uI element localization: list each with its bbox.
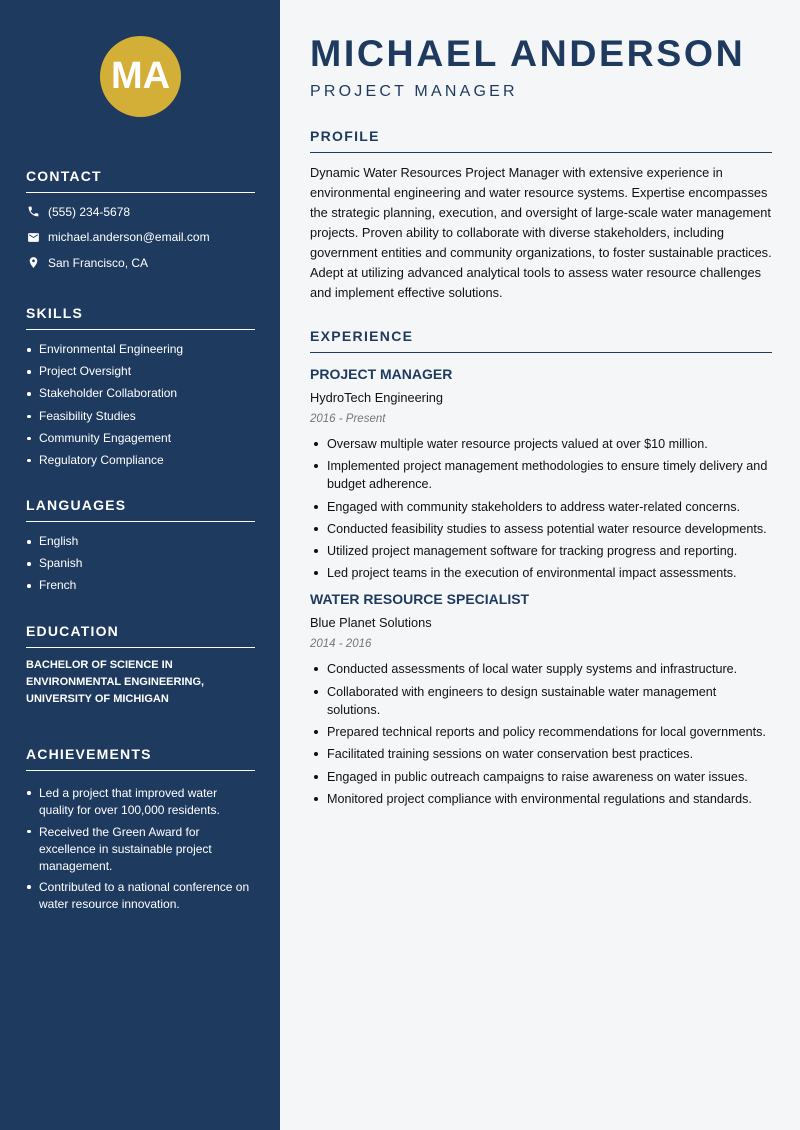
languages-heading: LANGUAGES [26, 497, 255, 522]
education-section [26, 623, 255, 708]
achievements-heading: ACHIEVEMENTS [26, 746, 255, 771]
job-title: PROJECT MANAGER [310, 366, 453, 382]
contact-location [26, 250, 255, 276]
skills-heading: SKILLS [26, 305, 255, 330]
language-item: Spanish [26, 556, 255, 578]
job-bullets [310, 435, 772, 582]
skill-item: Environmental Engineering [26, 342, 255, 364]
job-dates: 2014 - 2016 [310, 638, 372, 651]
experience-heading: EXPERIENCE [310, 328, 772, 353]
experience-section [310, 328, 772, 812]
languages-section [26, 497, 255, 601]
contact-heading: CONTACT [26, 168, 255, 193]
job-bullet: Engaged with community stakeholders to address water-related concerns. [310, 498, 772, 516]
language-item: French [26, 578, 255, 600]
location-text: San Francisco, CA [48, 255, 149, 270]
job-entry [310, 366, 772, 582]
contact-email [26, 225, 255, 251]
profile-heading: PROFILE [310, 128, 772, 153]
achievement-item: Received the Green Award for excellence in sustainable project management. [26, 824, 255, 875]
job-bullet: Engaged in public outreach campaigns to raise awareness on water issues. [310, 768, 772, 786]
education-degree: BACHELOR OF SCIENCE IN ENVIRONMENTAL ENGINEERING, UNIVERSITY OF MICHIGAN [26, 659, 205, 705]
job-entry [310, 591, 772, 807]
person-name: MICHAEL ANDERSON [310, 32, 746, 74]
achievements-list [26, 785, 255, 913]
job-bullet: Led project teams in the execution of environmental impact assessments. [310, 564, 772, 582]
language-item: English [26, 534, 255, 556]
email-text[interactable]: michael.anderson@email.com [48, 230, 210, 245]
person-role: PROJECT MANAGER [310, 83, 518, 100]
skills-list [26, 342, 255, 475]
job-bullet: Facilitated training sessions on water conservation best practices. [310, 745, 772, 763]
sidebar [0, 0, 280, 1130]
job-title: WATER RESOURCE SPECIALIST [310, 591, 530, 608]
languages-list [26, 534, 255, 601]
job-bullet: Prepared technical reports and policy recommendations for local governments. [310, 723, 772, 741]
skill-item: Project Oversight [26, 364, 255, 386]
job-bullets [310, 660, 772, 807]
email-icon [26, 230, 40, 244]
avatar: MA [100, 36, 181, 117]
job-company: HydroTech Engineering [310, 390, 444, 405]
job-bullet: Conducted feasibility studies to assess potential water resource developments. [310, 520, 772, 538]
phone-text: (555) 234-5678 [48, 204, 131, 219]
job-bullet: Collaborated with engineers to design sustainable water management solutions. [310, 683, 772, 719]
contact-phone [26, 199, 255, 225]
job-company: Blue Planet Solutions [310, 615, 432, 631]
achievement-item: Contributed to a national conference on water resource innovation. [26, 879, 255, 913]
achievement-item: Led a project that improved water quality for over 100,000 residents. [26, 785, 255, 819]
job-bullet: Utilized project management software for tracking progress and reporting. [310, 542, 772, 560]
profile-text: Dynamic Water Resources Project Manager with extensive experience in environmental engineering and water resource systems. Expertise encompasses the strategic planning, execution, and oversight of large-scale water management projects. Proven ability to collaborate with diverse stakeholders, including government entities and community organizations, to foster sustainable practices. Adept at utilizing advanced analytical tools to assess water resource challenges and implement effective solutions. [310, 165, 772, 300]
skill-item: Community Engagement [26, 431, 255, 453]
profile-section [310, 128, 772, 303]
contact-section [26, 168, 255, 276]
job-bullet: Conducted assessments of local water supply systems and infrastructure. [310, 660, 772, 678]
achievements-section [26, 746, 255, 918]
job-dates: 2016 - Present [310, 413, 386, 425]
skill-item: Regulatory Compliance [26, 453, 255, 475]
skill-item: Stakeholder Collaboration [26, 386, 255, 408]
job-bullet: Oversaw multiple water resource projects valued at over $10 million. [310, 435, 772, 453]
location-pin-icon [26, 256, 40, 270]
job-bullet: Implemented project management methodologies to ensure timely delivery and budget adherence. [310, 457, 772, 493]
phone-icon [26, 205, 40, 219]
job-bullet: Monitored project compliance with environmental regulations and standards. [310, 790, 772, 808]
skills-section [26, 305, 255, 475]
education-heading: EDUCATION [26, 623, 255, 648]
skill-item: Feasibility Studies [26, 409, 255, 431]
